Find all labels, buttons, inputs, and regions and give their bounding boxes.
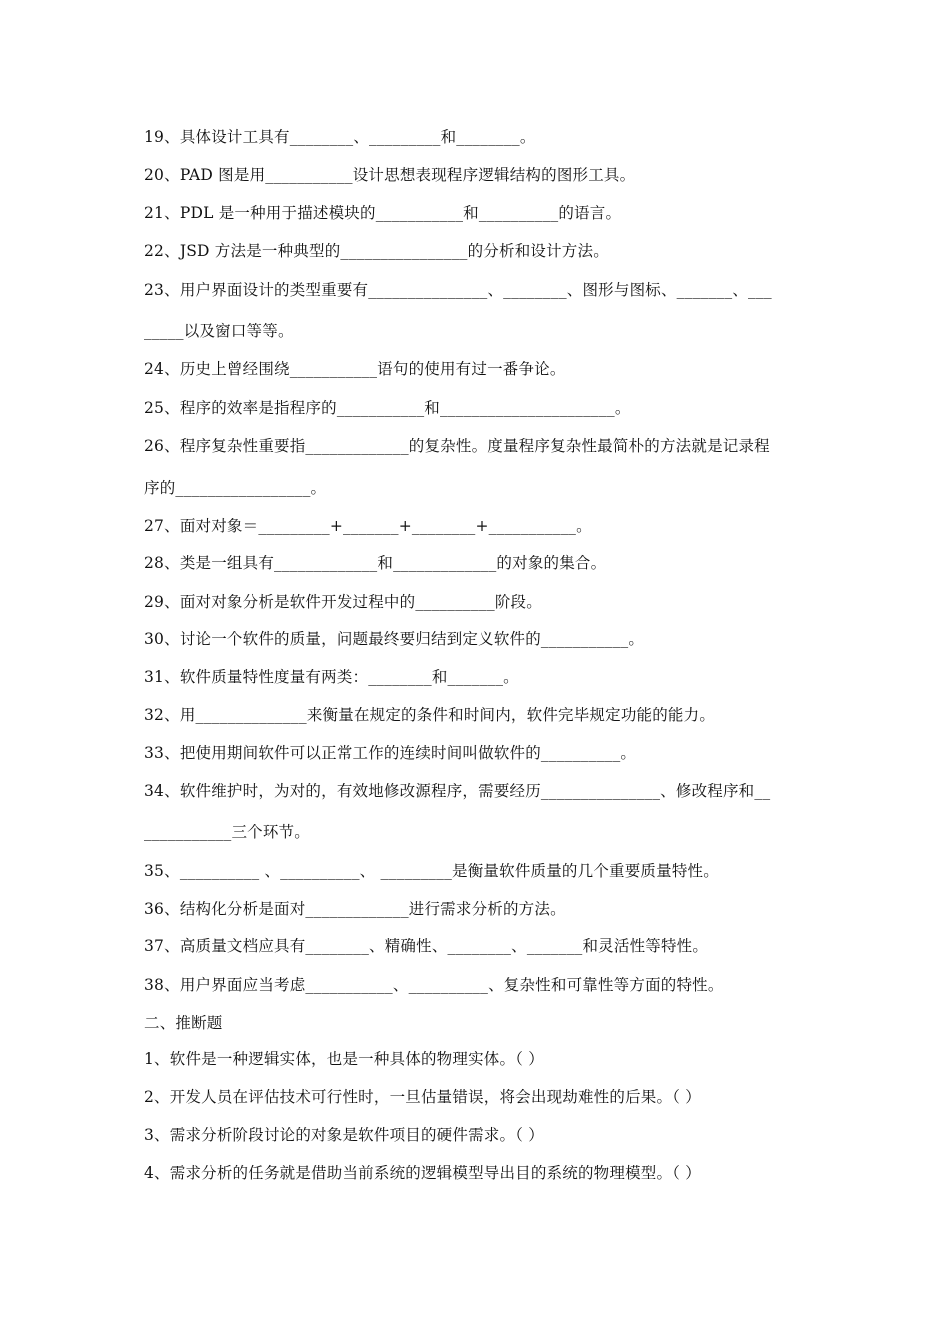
judgment-2: 2、开发人员在评估技术可行性时，一旦估量错误，将会出现劫难性的后果。（ ） xyxy=(144,1088,701,1106)
question-34: 34、软件维护时，为对的，有效地修改源程序，需要经历_______________、修改程序和__ xyxy=(144,782,771,800)
question-28: 28、类是一组具有_____________和_____________的对象的集合。 xyxy=(144,554,607,572)
question-33: 33、把使用期间软件可以正常工作的连续时间叫做软件的__________。 xyxy=(144,744,637,762)
question-36: 36、结构化分析是面对_____________进行需求分析的方法。 xyxy=(144,900,566,918)
question-23-continued: _____以及窗口等等。 xyxy=(144,322,294,340)
question-23: 23、用户界面设计的类型重要有_______________、________、图形与图标、_______、___ xyxy=(144,281,772,299)
question-26-continued: 序的_________________。 xyxy=(144,479,327,497)
question-32: 32、用______________来衡量在规定的条件和时间内，软件完毕规定功能的能力。 xyxy=(144,706,716,724)
question-29: 29、面对对象分析是软件开发过程中的__________阶段。 xyxy=(144,593,542,611)
judgment-1: 1、软件是一种逻辑实体，也是一种具体的物理实体。（ ） xyxy=(144,1050,544,1068)
question-25: 25、程序的效率是指程序的___________和______________________。 xyxy=(144,399,631,417)
question-38: 38、用户界面应当考虑___________、__________、复杂性和可靠性等方面的特性。 xyxy=(144,976,724,994)
section-heading-judgment: 二、推断题 xyxy=(144,1014,223,1032)
judgment-4: 4、需求分析的任务就是借助当前系统的逻辑模型导出目的系统的物理模型。（ ） xyxy=(144,1164,701,1182)
question-31: 31、软件质量特性度量有两类：________和_______。 xyxy=(144,668,519,686)
question-20: 20、PAD 图是用___________设计思想表现程序逻辑结构的图形工具。 xyxy=(144,166,636,184)
question-34-continued: ___________三个环节。 xyxy=(144,823,310,841)
question-30: 30、讨论一个软件的质量，问题最终要归结到定义软件的___________。 xyxy=(144,630,645,648)
question-27: 27、面对对象＝_________+_______+________+___________。 xyxy=(144,517,592,535)
question-21: 21、PDL 是一种用于描述模块的___________和__________的语言。 xyxy=(144,204,622,222)
question-35: 35、__________ 、__________、 _________是衡量软件质量的几个重要质量特性。 xyxy=(144,862,719,880)
question-22: 22、JSD 方法是一种典型的________________的分析和设计方法。 xyxy=(144,242,609,260)
judgment-3: 3、需求分析阶段讨论的对象是软件项目的硬件需求。（ ） xyxy=(144,1126,544,1144)
question-26: 26、程序复杂性重要指_____________的复杂性。度量程序复杂性最简朴的方法就是记录程 xyxy=(144,437,770,455)
question-24: 24、历史上曾经围绕___________语句的使用有过一番争论。 xyxy=(144,360,566,378)
question-19: 19、具体设计工具有________、_________和________。 xyxy=(144,128,536,146)
question-37: 37、高质量文档应具有________、精确性、________、_______和灵活性等特性。 xyxy=(144,937,709,955)
